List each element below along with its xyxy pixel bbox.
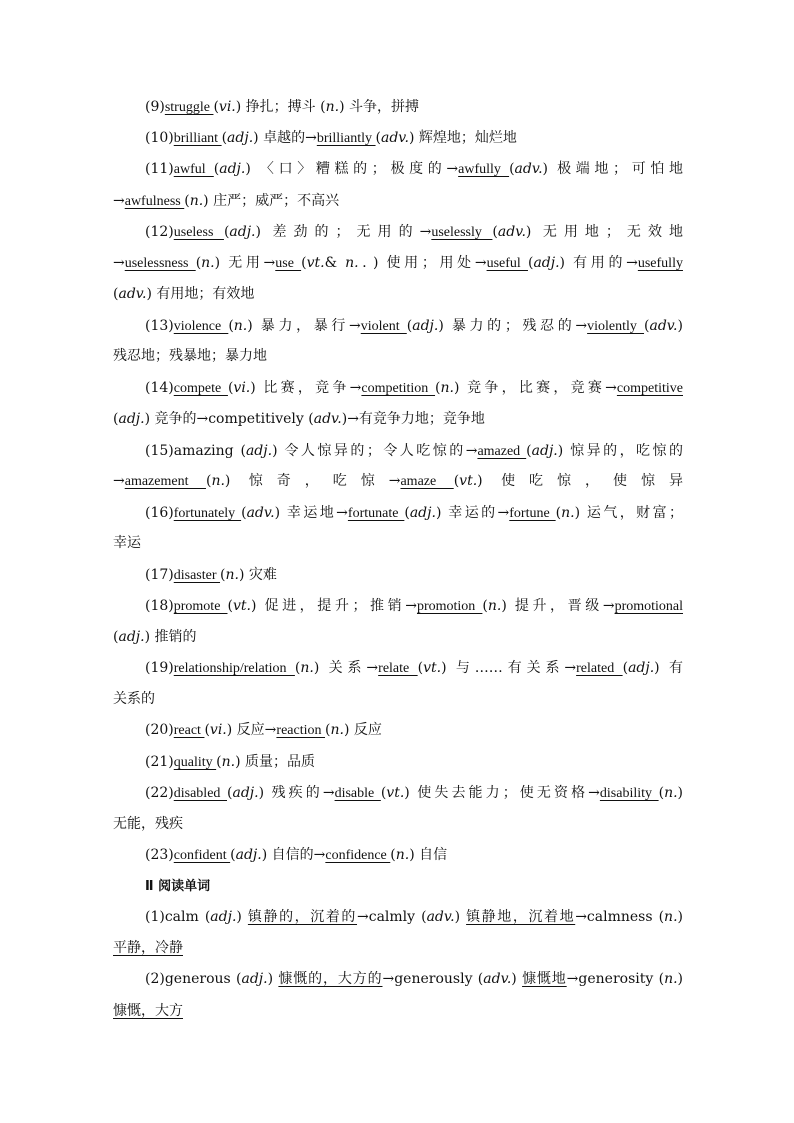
item-number: (23) xyxy=(145,847,174,863)
text-segment: ( xyxy=(417,660,424,676)
answer-blank: 平静，冷静 xyxy=(113,941,183,956)
text-segment: ) xyxy=(677,909,683,925)
text-line xyxy=(145,845,683,866)
text-segment: ) 幸运地→ xyxy=(274,505,348,521)
answer-blank: use xyxy=(275,256,302,271)
text-segment: ．) 使用；用处→ xyxy=(358,255,487,271)
item-number: (19) xyxy=(145,660,174,676)
answer-blank: useful xyxy=(486,256,528,271)
text-line xyxy=(145,159,683,180)
part-of-speech: adj. xyxy=(118,411,145,427)
text-segment: ) 竞争的→competitively ( xyxy=(144,411,314,427)
answer-blank: violence xyxy=(173,319,229,334)
part-of-speech: n. xyxy=(487,598,502,614)
item-number: (12) xyxy=(145,224,174,240)
text-segment: ) 辉煌地；灿烂地 xyxy=(409,130,517,146)
text-segment: ( xyxy=(526,443,532,459)
answer-blank: useless xyxy=(173,225,224,240)
text-segment: ) 惊奇，吃惊→ xyxy=(224,473,401,489)
answer-blank: amaze xyxy=(400,474,454,489)
text-segment: ) 使失去能力；使无资格→ xyxy=(404,785,600,801)
text-segment: ) 有用地；有效地 xyxy=(146,286,255,302)
text-segment: ( xyxy=(228,318,234,334)
text-line xyxy=(145,969,683,990)
answer-blank: amazement xyxy=(124,474,206,489)
text-segment: ) 斗争，拼搏 xyxy=(339,99,419,115)
part-of-speech: adv. xyxy=(246,505,275,521)
answer-blank: 慷慨，大方 xyxy=(113,1004,183,1019)
section-heading: Ⅱ 阅读单词 xyxy=(145,879,211,894)
text-segment: 残忍地；残暴地；暴力地 xyxy=(113,348,267,364)
text-segment: ( xyxy=(404,505,410,521)
text-line xyxy=(145,596,683,617)
answer-blank: fortune xyxy=(509,506,556,521)
text-segment: ) 自信 xyxy=(409,847,448,863)
text-segment: ) 反应→ xyxy=(226,722,277,738)
item-number: (13) xyxy=(145,318,174,334)
text-segment: ) 极端地；可怕地 xyxy=(542,161,683,177)
part-of-speech: n. xyxy=(330,722,344,738)
text-segment: ( xyxy=(492,224,498,240)
part-of-speech: n. xyxy=(189,193,204,209)
text-segment: →generosity ( xyxy=(566,971,665,987)
part-of-speech: vt. xyxy=(232,598,251,614)
part-of-speech: adj. xyxy=(118,629,145,645)
part-of-speech: adj. xyxy=(227,130,254,146)
text-segment: ( xyxy=(213,161,220,177)
answer-blank: relate xyxy=(378,661,418,676)
part-of-speech: vi. xyxy=(218,99,236,115)
text-segment: ( xyxy=(227,380,234,396)
text-line xyxy=(145,907,683,928)
text-segment: → xyxy=(113,193,125,209)
part-of-speech: n. xyxy=(664,909,678,925)
text-segment: ) 提升，晋级→ xyxy=(501,598,615,614)
part-of-speech: n. xyxy=(345,255,359,271)
part-of-speech: adj. xyxy=(628,660,655,676)
text-segment: ( xyxy=(453,473,460,489)
text-segment: ) 自信的→ xyxy=(261,847,326,863)
answer-blank: uselessness xyxy=(124,256,196,271)
part-of-speech: adv. xyxy=(381,130,410,146)
part-of-speech: adj. xyxy=(412,318,439,334)
answer-blank: disability xyxy=(599,786,659,801)
answer-blank: uselessly xyxy=(431,225,493,240)
text-line xyxy=(113,409,683,429)
part-of-speech: adv. xyxy=(514,161,543,177)
text-segment: ( xyxy=(375,130,381,146)
part-of-speech: adj. xyxy=(235,847,262,863)
text-segment: ( xyxy=(509,161,515,177)
text-segment: ( xyxy=(622,660,629,676)
text-segment: ) 推销的 xyxy=(144,629,197,645)
text-segment: & xyxy=(324,255,346,271)
item-number: (10) xyxy=(145,130,174,146)
part-of-speech: vt. xyxy=(459,473,478,489)
part-of-speech: adv. xyxy=(426,909,455,925)
answer-blank: promotion xyxy=(416,599,483,614)
text-segment: ) 关系→ xyxy=(313,660,379,676)
part-of-speech: n. xyxy=(225,567,239,583)
answer-blank: brilliant xyxy=(173,131,222,146)
text-segment: 无能，残疾 xyxy=(113,816,183,832)
answer-blank: violently xyxy=(587,319,645,334)
text-line xyxy=(113,346,683,366)
answer-blank: promote xyxy=(173,599,228,614)
answer-blank: confident xyxy=(173,848,231,863)
text-segment: ( xyxy=(205,473,212,489)
item-number: (1) xyxy=(145,909,165,925)
text-segment: ( xyxy=(658,785,665,801)
part-of-speech: adv. xyxy=(118,286,147,302)
text-segment: ) 促进，提升；推销→ xyxy=(250,598,417,614)
part-of-speech: vt. xyxy=(386,785,405,801)
part-of-speech: adv. xyxy=(313,411,342,427)
text-segment: ) 〈口〉糟糕的；极度的→ xyxy=(245,161,459,177)
part-of-speech: adj. xyxy=(232,785,259,801)
part-of-speech: adj. xyxy=(531,443,558,459)
answer-blank: brilliantly xyxy=(316,131,376,146)
text-line xyxy=(145,565,683,586)
text-segment: ) 惊异的，吃惊的 xyxy=(557,443,684,459)
text-segment: ( xyxy=(241,505,247,521)
text-segment: 幸运 xyxy=(113,535,141,551)
part-of-speech: vi. xyxy=(209,722,227,738)
text-line xyxy=(145,316,683,337)
answer-blank: relationship/relation xyxy=(173,661,295,676)
text-segment: ( xyxy=(113,286,119,302)
item-number: (17) xyxy=(145,567,174,583)
text-line xyxy=(145,720,683,741)
part-of-speech: n. xyxy=(300,660,314,676)
part-of-speech: adj. xyxy=(533,255,560,271)
text-line xyxy=(145,128,683,149)
text-segment: ) xyxy=(677,971,683,987)
text-line xyxy=(113,1001,683,1022)
text-segment: ) 运气，财富； xyxy=(574,505,683,521)
text-segment: ( xyxy=(390,847,396,863)
answer-blank: awfulness xyxy=(124,194,185,209)
part-of-speech: n. xyxy=(211,473,225,489)
text-segment: ) 有用的→ xyxy=(559,255,638,271)
text-segment: ( xyxy=(435,380,441,396)
answer-blank: reaction xyxy=(276,723,326,738)
part-of-speech: adj. xyxy=(229,224,256,240)
text-line xyxy=(113,471,683,492)
text-line xyxy=(145,222,683,243)
text-segment: 关系的 xyxy=(113,691,155,707)
text-segment: ( xyxy=(294,660,301,676)
text-segment: ( xyxy=(220,567,226,583)
text-segment: →generously ( xyxy=(382,971,484,987)
item-number: (18) xyxy=(145,598,174,614)
text-segment: ( xyxy=(204,722,210,738)
answer-blank: react xyxy=(173,723,205,738)
part-of-speech: adj. xyxy=(241,971,268,987)
text-segment: ( xyxy=(113,411,119,427)
text-segment: ) 令人惊异的；令人吃惊的→ xyxy=(272,443,478,459)
text-segment: ) xyxy=(677,785,683,801)
text-segment: ( xyxy=(195,255,202,271)
part-of-speech: n. xyxy=(233,318,248,334)
text-segment: ( xyxy=(230,847,236,863)
text-segment: ) 反应 xyxy=(343,722,382,738)
text-segment: ) 差劲的；无用的→ xyxy=(255,224,432,240)
item-number: (20) xyxy=(145,722,174,738)
text-segment: ) 幸运的→ xyxy=(435,505,510,521)
text-line xyxy=(113,689,683,709)
item-number: (9) xyxy=(145,99,165,115)
text-segment: ) 无用地；无效地 xyxy=(525,224,683,240)
text-line xyxy=(113,284,683,304)
text-segment: ) 卓越的→ xyxy=(253,130,317,146)
text-segment: )→有竞争力地；竞争地 xyxy=(341,411,485,427)
item-number: (21) xyxy=(145,754,174,770)
text-line xyxy=(145,441,683,462)
text-segment: ) 残疾的→ xyxy=(258,785,335,801)
text-line xyxy=(145,378,683,399)
answer-blank: awfully xyxy=(458,162,510,177)
item-number: (14) xyxy=(145,380,174,396)
text-line xyxy=(145,876,683,897)
part-of-speech: adv. xyxy=(483,971,512,987)
text-segment: →calmly ( xyxy=(357,909,427,925)
text-line xyxy=(113,627,683,647)
text-segment: ( xyxy=(223,224,230,240)
text-segment: → xyxy=(113,473,125,489)
answer-blank: 慷慨的，大方的 xyxy=(278,972,383,987)
text-segment: ( xyxy=(325,722,331,738)
text-line xyxy=(145,783,683,804)
text-segment: ) 暴力的；残忍的→ xyxy=(438,318,588,334)
part-of-speech: n. xyxy=(325,99,340,115)
answer-blank: struggle xyxy=(164,100,214,115)
part-of-speech: adj. xyxy=(219,161,246,177)
part-of-speech: n. xyxy=(664,785,678,801)
text-segment: ( xyxy=(216,754,222,770)
part-of-speech: adj. xyxy=(245,443,273,459)
text-segment: ) xyxy=(236,909,248,925)
text-segment: ( xyxy=(221,130,228,146)
text-segment: ) 与……有关系→ xyxy=(441,660,577,676)
text-segment: ( xyxy=(527,255,534,271)
part-of-speech: n. xyxy=(440,380,454,396)
part-of-speech: vt. xyxy=(306,255,325,271)
text-line xyxy=(145,97,683,118)
answer-blank: disable xyxy=(334,786,381,801)
text-segment: → xyxy=(113,255,125,271)
text-segment: ) 灾难 xyxy=(238,567,277,583)
item-number: (15) xyxy=(145,443,174,459)
answer-blank: usefully xyxy=(637,256,683,271)
text-line xyxy=(113,814,683,834)
answer-blank: fortunate xyxy=(347,506,405,521)
text-segment: ( xyxy=(113,629,119,645)
part-of-speech: n. xyxy=(221,754,236,770)
answer-blank: disabled xyxy=(173,786,227,801)
answer-blank: fortunately xyxy=(173,506,242,521)
answer-blank: awful xyxy=(173,162,214,177)
answer-blank: competitive xyxy=(616,381,683,396)
text-segment: ) xyxy=(677,318,683,334)
part-of-speech: n. xyxy=(395,847,410,863)
text-segment: ( xyxy=(184,193,190,209)
item-number: (2) xyxy=(145,971,165,987)
answer-blank: competition xyxy=(361,381,436,396)
part-of-speech: adv. xyxy=(497,224,526,240)
text-line xyxy=(113,938,683,959)
item-number: (16) xyxy=(145,505,174,521)
text-segment: ) xyxy=(511,971,523,987)
part-of-speech: adj. xyxy=(409,505,436,521)
text-line xyxy=(145,752,683,773)
text-segment: ) 有 xyxy=(654,660,683,676)
answer-blank: violent xyxy=(360,319,407,334)
answer-blank: disaster xyxy=(173,568,221,583)
answer-blank: compete xyxy=(173,381,228,396)
answer-blank: quality xyxy=(173,755,217,770)
part-of-speech: vt. xyxy=(423,660,442,676)
part-of-speech: vi. xyxy=(233,380,251,396)
answer-blank: 镇静的，沉着的 xyxy=(247,910,358,925)
answer-blank: 慷慨地 xyxy=(522,972,567,987)
text-segment: calm ( xyxy=(164,909,211,925)
part-of-speech: adv. xyxy=(649,318,678,334)
item-number: (11) xyxy=(145,161,174,177)
part-of-speech: n. xyxy=(201,255,215,271)
text-segment: ) 暴力，暴行→ xyxy=(247,318,361,334)
text-line xyxy=(113,533,683,553)
text-segment: ( xyxy=(406,318,413,334)
text-segment: ) xyxy=(267,971,279,987)
text-segment: ( xyxy=(227,598,233,614)
text-line xyxy=(113,253,683,274)
part-of-speech: adj. xyxy=(210,909,237,925)
answer-blank: promotional xyxy=(614,599,683,614)
text-segment: ) 庄严；威严；不高兴 xyxy=(203,193,340,209)
text-segment: ( xyxy=(555,505,562,521)
part-of-speech: n. xyxy=(561,505,575,521)
answer-blank: confidence xyxy=(325,848,391,863)
text-segment: ( xyxy=(644,318,650,334)
text-line xyxy=(145,658,683,679)
text-segment: ( xyxy=(227,785,233,801)
text-segment: →calmness ( xyxy=(575,909,665,925)
text-segment: amazing ( xyxy=(173,443,246,459)
answer-blank: 镇静地，沉着地 xyxy=(466,910,576,925)
text-segment: ) 比赛，竞争→ xyxy=(250,380,362,396)
item-number: (22) xyxy=(145,785,174,801)
answer-blank: amazed xyxy=(477,444,527,459)
text-segment: ) 挣扎；搏斗 ( xyxy=(235,99,326,115)
text-segment: ( xyxy=(482,598,488,614)
text-segment: ) 无用→ xyxy=(214,255,276,271)
text-line xyxy=(113,191,683,212)
text-segment: generous ( xyxy=(164,971,242,987)
text-segment: ) 竞争，比赛，竞赛→ xyxy=(453,380,617,396)
text-segment: ) 使吃惊，使惊异 xyxy=(477,473,683,489)
text-segment: ) xyxy=(454,909,467,925)
part-of-speech: n. xyxy=(664,971,678,987)
text-segment: ) 质量；品质 xyxy=(235,754,315,770)
text-line xyxy=(145,503,683,524)
answer-blank: related xyxy=(576,661,623,676)
text-segment: ( xyxy=(213,99,219,115)
text-segment: ( xyxy=(380,785,387,801)
text-segment: ( xyxy=(301,255,307,271)
